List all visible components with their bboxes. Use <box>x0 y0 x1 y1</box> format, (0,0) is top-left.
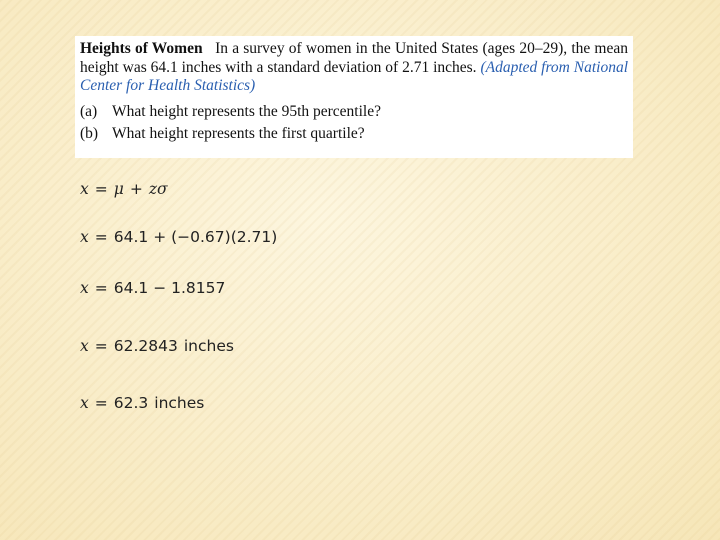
question-b-label: (b) <box>80 125 99 142</box>
step3-unit: inches <box>183 337 234 355</box>
question-a-text: What height represents the 95th percentile? <box>112 102 381 120</box>
step4-x: x <box>80 394 89 412</box>
question-a <box>80 103 628 122</box>
step1-x: x <box>80 228 89 246</box>
problem-text: In a survey of women in the United States (ages 20–29), the mean height was 64.1 inches with a standard deviation of 2.71 inches. <box>80 40 628 76</box>
step4-value: 62.3 <box>113 394 149 412</box>
formula-x: x <box>80 180 89 198</box>
formula-plus: + <box>129 180 143 198</box>
step2-line <box>80 279 225 297</box>
formula-z: z <box>148 180 157 198</box>
step3-value: 62.2843 <box>113 337 178 355</box>
step2-x: x <box>80 279 89 297</box>
formula-line <box>80 180 168 198</box>
question-list <box>80 103 628 144</box>
step3-equals: = <box>94 337 108 355</box>
problem-source: (Adapted from National Center for Health Statistics) <box>80 58 629 94</box>
step1-expression: 64.1 + (−0.67)(2.71) <box>113 228 278 246</box>
formula-equals: = <box>94 180 108 198</box>
step1-line <box>80 228 277 246</box>
step2-expression: 64.1 − 1.8157 <box>113 279 226 297</box>
question-a-label: (a) <box>80 102 98 120</box>
step4-unit: inches <box>154 394 205 412</box>
question-b-text: What height represents the first quartile? <box>112 125 365 142</box>
problem-paragraph <box>80 40 628 96</box>
problem-heading: Heights of Women <box>80 40 203 57</box>
formula-mu: μ <box>113 180 124 198</box>
formula-sigma: σ <box>157 180 168 198</box>
question-b <box>80 125 628 144</box>
step4-equals: = <box>94 394 108 412</box>
step4-line <box>80 394 204 412</box>
step2-equals: = <box>94 279 108 297</box>
step3-line <box>80 337 234 355</box>
step3-x: x <box>80 337 89 355</box>
problem-statement-box <box>75 36 633 158</box>
step1-equals: = <box>94 228 108 246</box>
